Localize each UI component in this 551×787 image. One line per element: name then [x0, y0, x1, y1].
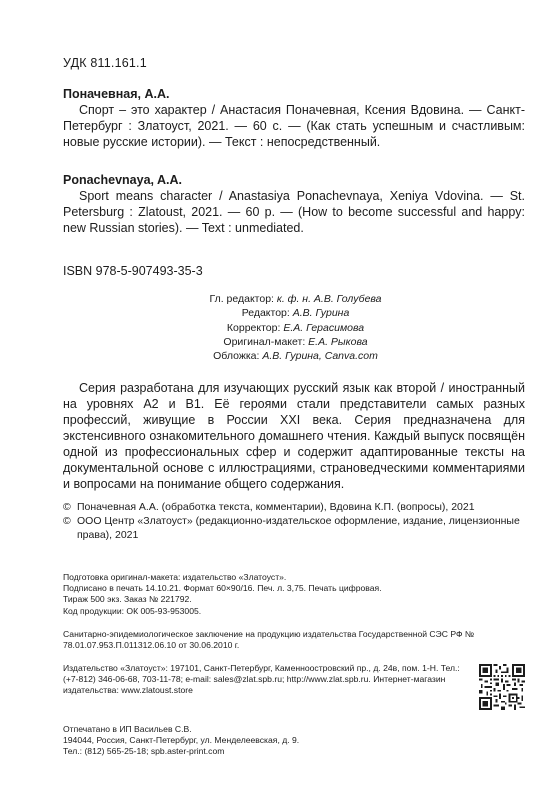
credit-line	[63, 349, 528, 363]
description-en: Sport means character / Anastasiya Ponachevnaya, Xeniya Vdovina. — St. Petersburg : Zlatoust, 2021. — 60 p. — (How to become successful and happy: new Russian stories). — Text : unmediated.	[63, 189, 525, 235]
printer-line: Отпечатано в ИП Васильев С.В.	[63, 724, 192, 734]
credit-role: Редактор:	[241, 307, 290, 320]
credits-list	[63, 292, 528, 363]
print-detail-line: Подписано в печать 14.10.21. Формат 60×90/16. Печ. л. 3,75. Печать цифровая.	[63, 583, 382, 594]
series-description: Серия разработана для изучающих русский язык как второй / иностранный на уровнях А2 и В1. Её героями стали представители самых разных профессий, живущие в России XXI века. Серия предназначена для экстенсивного ознакомительного домашнего чтения. Каждый выпуск посвящён одной из профессиональных сфер и содержит адаптированные тексты на документальной основе с иллюстрациями, страноведческими комментариями и вопросами на понимание общего содержания.	[63, 381, 525, 491]
qr-code-icon	[479, 664, 525, 710]
printer-line: Тел.: (812) 565-25-18; spb.aster-print.com	[63, 746, 225, 757]
description-ru: Спорт – это характер / Анастасия Поначевная, Ксения Вдовина. — Санкт-Петербург : Златоуст, 2021. — 60 с. — (Как стать успешным и счастливым: новые русские истории). — Текст : непосредственный.	[63, 103, 525, 149]
credit-role: Гл. редактор:	[209, 293, 274, 305]
credit-line	[63, 292, 528, 306]
udk-code: УДК 811.161.1	[63, 56, 147, 70]
print-detail-line: Код продукции: ОК 005-93-953005.	[63, 605, 202, 616]
printer-info	[63, 724, 528, 758]
print-detail-line: Тираж 500 экз. Заказ № 221792.	[63, 594, 192, 605]
copyright-symbol: ©	[63, 515, 71, 528]
isbn: ISBN 978-5-907493-35-3	[63, 264, 203, 278]
credit-role: Обложка:	[213, 350, 260, 363]
catalog-entry-en	[63, 172, 525, 236]
copyright-text: Поначевная А.А. (обработка текста, комментарии), Вдовина К.П. (вопросы), 2021	[77, 501, 475, 513]
print-details	[63, 572, 528, 617]
copyright-text: ООО Центр «Златоуст» (редакционно-издательское оформление, издание, лицензионные права), 2021	[77, 515, 520, 542]
sanitary-conclusion: Санитарно-эпидемиологическое заключение на продукцию издательства Государственной СЭС РФ № 78.01.07.953.П.011312.06.10 от 30.06.2010 г.	[63, 629, 475, 651]
credit-line	[63, 306, 528, 320]
copyright-symbol: ©	[63, 501, 71, 513]
credit-role: Оригинал-макет:	[223, 335, 306, 348]
printer-line: 194044, Россия, Санкт-Петербург, ул. Менделеевская, д. 9.	[63, 735, 300, 746]
credit-name: Е.А. Рыкова	[308, 335, 368, 348]
publisher-info: Издательство «Златоуст»: 197101, Санкт-Петербург, Каменноостровский пр., д. 24в, пом. 1-Н. Тел.: (+7-812) 346-06-68, 703-11-78; e-mail: sales@zlat.spb.ru; http://www.zlat.spb.ru. Интернет-магазин издательства: www.zlatoust.store	[63, 663, 460, 696]
author-en: Ponachevnaya, A.A.	[63, 173, 183, 187]
copyright-line	[63, 514, 525, 542]
print-detail-line: Подготовка оригинал-макета: издательство «Златоуст».	[63, 572, 287, 582]
credit-name: А.В. Гурина, Canva.com	[262, 350, 378, 363]
credit-line	[63, 321, 528, 335]
catalog-entry-ru	[63, 86, 525, 150]
author-ru: Поначевная, А.А.	[63, 87, 170, 101]
copyright-block	[63, 500, 525, 543]
credit-name: к. ф. н. А.В. Голубева	[276, 293, 382, 305]
copyright-line	[63, 500, 525, 514]
credit-name: Е.А. Герасимова	[283, 321, 365, 334]
credit-role: Корректор:	[226, 321, 281, 334]
credit-line	[63, 335, 528, 349]
credit-name: А.В. Гурина	[292, 307, 350, 320]
book-imprint-page	[63, 0, 528, 787]
